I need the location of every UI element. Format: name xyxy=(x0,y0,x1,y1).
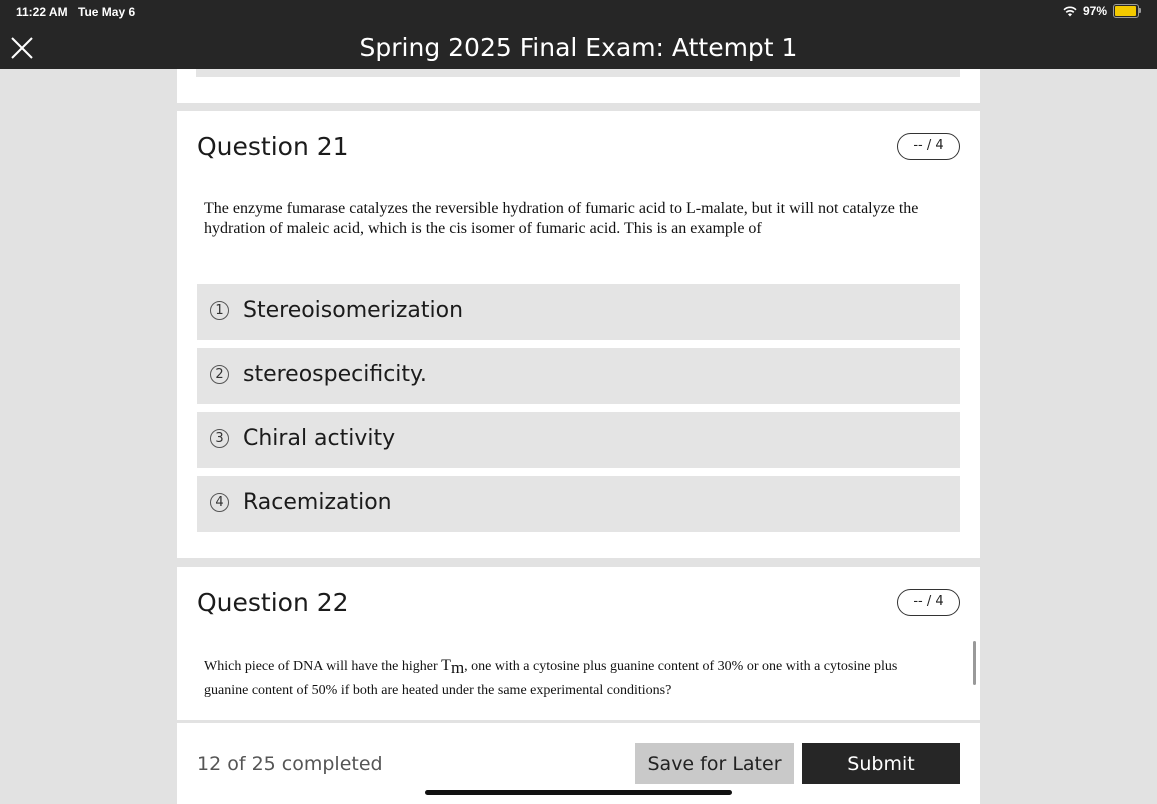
answer-option-4[interactable] xyxy=(197,476,960,532)
exam-header xyxy=(0,24,1157,69)
home-indicator xyxy=(425,790,732,795)
tm-subscript: m xyxy=(450,658,465,677)
option-number: 2 xyxy=(210,365,229,384)
question-text: The enzyme fumarase catalyzes the reversible hydration of fumaric acid to L-malate, but it will not catalyze the hydration of maleic acid, which is the cis isomer of fumaric acid. This is an example of xyxy=(204,200,919,237)
option-number: 1 xyxy=(210,301,229,320)
answer-option-1[interactable] xyxy=(197,284,960,340)
status-date: Tue May 6 xyxy=(78,5,136,19)
battery-icon xyxy=(1113,4,1139,18)
score-badge: -- / 4 xyxy=(897,133,960,160)
tm-symbol: T xyxy=(441,657,451,674)
question-text-part: Which piece of DNA will have the higher xyxy=(204,659,442,674)
score-badge: -- / 4 xyxy=(897,589,960,616)
option-label: Stereoisomerization xyxy=(243,298,464,323)
wifi-icon xyxy=(1063,6,1077,17)
save-for-later-button[interactable]: Save for Later xyxy=(635,743,794,784)
melting-temperature-symbol xyxy=(441,657,465,677)
status-bar xyxy=(0,0,1157,24)
status-indicators xyxy=(1063,4,1139,18)
question-text-part: , one with a cytosine plus guanine content of 30% or one with a cytosine plus guanine content of 50% if both are heated under the same experimental conditions? xyxy=(204,659,898,698)
scrollbar-thumb[interactable] xyxy=(973,641,976,685)
question-card xyxy=(177,111,980,558)
option-number: 3 xyxy=(210,429,229,448)
answer-option-3[interactable] xyxy=(197,412,960,468)
option-label: stereospecificity. xyxy=(243,362,427,387)
question-title: Question 22 xyxy=(197,588,349,617)
option-label: Racemization xyxy=(243,490,392,515)
question-card xyxy=(177,567,980,720)
submit-button[interactable]: Submit xyxy=(802,743,960,784)
question-title: Question 21 xyxy=(197,132,349,161)
option-number: 4 xyxy=(210,493,229,512)
page-title: Spring 2025 Final Exam: Attempt 1 xyxy=(359,33,798,62)
question-text xyxy=(204,654,944,702)
previous-option-strip xyxy=(196,69,960,77)
battery-level xyxy=(1115,6,1136,16)
status-time: 11:22 AM xyxy=(16,5,68,19)
option-label: Chiral activity xyxy=(243,426,396,451)
battery-percent: 97% xyxy=(1082,4,1107,18)
answer-option-2[interactable] xyxy=(197,348,960,404)
progress-status: 12 of 25 completed xyxy=(197,753,383,775)
